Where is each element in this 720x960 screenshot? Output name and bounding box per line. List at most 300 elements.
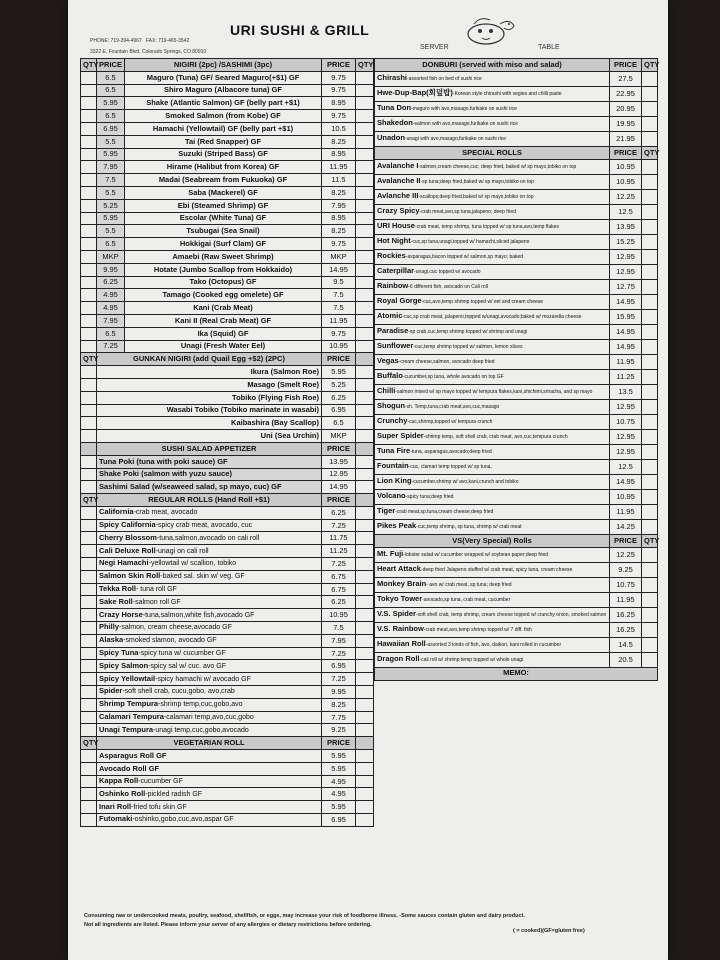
qty-cell[interactable] — [642, 653, 658, 668]
qty-cell[interactable] — [356, 263, 374, 276]
qty-cell[interactable] — [81, 468, 97, 481]
sashimi-price: 14.95 — [322, 263, 356, 276]
qty-cell[interactable] — [642, 265, 658, 280]
item-name: Tuna Don — [377, 103, 412, 113]
qty-cell[interactable] — [81, 455, 97, 468]
special-row — [375, 415, 658, 430]
price-header: PRICE — [97, 59, 125, 72]
item-name: Tekka Roll — [99, 584, 136, 594]
regular-row — [81, 609, 374, 622]
gunkan-row — [81, 430, 374, 443]
item-desc: -fried tofu skin GF — [131, 803, 187, 811]
qty-cell[interactable] — [81, 161, 97, 174]
vs-item — [375, 563, 610, 578]
vs-row — [375, 638, 658, 653]
special-row — [375, 505, 658, 520]
qty-header: QTY — [81, 59, 97, 72]
nigiri-row — [81, 148, 374, 161]
sashimi-price: 9.5 — [322, 276, 356, 289]
qty-cell[interactable] — [81, 110, 97, 123]
qty-cell[interactable] — [356, 378, 374, 391]
nigiri-item-name: Amaebi (Raw Sweet Shrimp) — [125, 250, 322, 263]
regular-price: 7.5 — [322, 622, 356, 635]
item-name: Hwe-Dup-Bap(회덮밥) — [377, 88, 453, 98]
qty-cell[interactable] — [81, 634, 97, 647]
qty-cell[interactable] — [356, 750, 374, 763]
qty-cell[interactable] — [642, 235, 658, 250]
qty-cell[interactable] — [356, 250, 374, 263]
donburi-item — [375, 132, 610, 147]
item-name: Ikura (Salmon Roe) — [250, 367, 319, 377]
qty-cell[interactable] — [81, 519, 97, 532]
qty-cell[interactable] — [356, 622, 374, 635]
legend-text: ( = cooked)(GF=gluten free) — [513, 928, 585, 934]
qty-cell[interactable] — [642, 430, 658, 445]
special-price: 14.95 — [610, 295, 642, 310]
nigiri-item-name: Ebi (Steamed Shrimp) GF — [125, 199, 322, 212]
special-item — [375, 490, 610, 505]
qty-cell[interactable] — [81, 97, 97, 110]
qty-cell[interactable] — [81, 506, 97, 519]
veg-row — [81, 814, 374, 827]
regular-price: 9.25 — [322, 724, 356, 737]
nigiri-price: 6.5 — [97, 238, 125, 251]
qty-cell[interactable] — [81, 186, 97, 199]
regular-item — [97, 570, 322, 583]
qty-cell[interactable] — [356, 724, 374, 737]
qty-cell[interactable] — [81, 122, 97, 135]
qty-cell[interactable] — [81, 276, 97, 289]
item-name: Buffalo — [377, 371, 403, 381]
qty-cell[interactable] — [356, 634, 374, 647]
sashimi-price: 11.95 — [322, 161, 356, 174]
nigiri-price: 7.5 — [97, 174, 125, 187]
qty-cell[interactable] — [81, 314, 97, 327]
qty-cell[interactable] — [642, 593, 658, 608]
special-price: 12.5 — [610, 205, 642, 220]
qty-cell[interactable] — [81, 762, 97, 775]
qty-cell[interactable] — [356, 660, 374, 673]
nigiri-item-name: Escolar (White Tuna) GF — [125, 212, 322, 225]
qty-cell[interactable] — [642, 160, 658, 175]
gunkan-title: GUNKAN NIGIRI (add Quail Egg +$2) (2PC) — [97, 353, 322, 366]
item-desc: -spicy hamachi w/ avocado GF — [155, 675, 251, 683]
item-desc: -oshinko,gobo,cuc,avo,aspar GF — [132, 816, 234, 824]
item-desc: -assorted 3 kinds of fish, avo, daikon, kani rolled in cucumber — [425, 642, 562, 649]
nigiri-item-name: Hotate (Jumbo Scallop from Hokkaido) — [125, 263, 322, 276]
sashimi-price: MKP — [322, 250, 356, 263]
qty-cell[interactable] — [642, 623, 658, 638]
qty-cell[interactable] — [642, 548, 658, 563]
special-item — [375, 220, 610, 235]
qty-cell[interactable] — [356, 174, 374, 187]
special-price: 12.95 — [610, 250, 642, 265]
vs-price: 20.5 — [610, 653, 642, 668]
qty-cell[interactable] — [642, 250, 658, 265]
qty-cell[interactable] — [81, 711, 97, 724]
item-name: Cherry Blossom — [99, 532, 157, 542]
qty-cell[interactable] — [81, 84, 97, 97]
qty-cell[interactable] — [356, 71, 374, 84]
item-desc: - avo w/ crab meat, sp tuna; deep fried — [426, 582, 512, 589]
item-name: Paradise — [377, 326, 409, 336]
qty-cell[interactable] — [642, 175, 658, 190]
qty-cell[interactable] — [81, 417, 97, 430]
nigiri-item-name: Unagi (Fresh Water Eel) — [125, 340, 322, 353]
salad-row — [81, 481, 374, 494]
vs-row — [375, 623, 658, 638]
gunkan-row — [81, 366, 374, 379]
qty-cell[interactable] — [356, 135, 374, 148]
regular-item — [97, 686, 322, 699]
qty-cell[interactable] — [81, 686, 97, 699]
item-name: Avalanche I — [377, 161, 419, 171]
qty-cell[interactable] — [81, 724, 97, 737]
item-name: Salmon Skin Roll — [99, 571, 161, 581]
special-item — [375, 430, 610, 445]
item-desc: -cuc,temp shrimp topped w/ salmon, lemon slices — [413, 344, 523, 351]
special-price: 14.95 — [610, 475, 642, 490]
qty-cell[interactable] — [356, 366, 374, 379]
qty-cell[interactable] — [356, 698, 374, 711]
qty-cell[interactable] — [356, 430, 374, 443]
qty-cell[interactable] — [81, 558, 97, 571]
sashimi-price: 8.25 — [322, 225, 356, 238]
regular-price: 11.25 — [322, 545, 356, 558]
qty-cell[interactable] — [81, 545, 97, 558]
regular-row — [81, 596, 374, 609]
vs-row — [375, 563, 658, 578]
nigiri-price: 6.5 — [97, 327, 125, 340]
qty-cell[interactable] — [356, 596, 374, 609]
qty-cell[interactable] — [356, 788, 374, 801]
qty-cell[interactable] — [356, 238, 374, 251]
regular-row — [81, 711, 374, 724]
sashimi-price: 11.95 — [322, 314, 356, 327]
address-text: 3322 E. Fountain Blvd, Colorado Springs, CO 80910 — [90, 49, 207, 55]
qty-cell[interactable] — [642, 72, 658, 87]
special-item — [375, 310, 610, 325]
qty-cell[interactable] — [356, 327, 374, 340]
qty-cell[interactable] — [356, 775, 374, 788]
special-row — [375, 355, 658, 370]
qty-cell[interactable] — [81, 404, 97, 417]
qty-cell[interactable] — [81, 583, 97, 596]
qty-cell[interactable] — [642, 475, 658, 490]
qty-cell[interactable] — [356, 148, 374, 161]
qty-cell[interactable] — [356, 455, 374, 468]
qty-cell[interactable] — [81, 238, 97, 251]
special-price: 12.95 — [610, 400, 642, 415]
qty-cell[interactable] — [642, 563, 658, 578]
salad-price: 14.95 — [322, 481, 356, 494]
nigiri-row — [81, 225, 374, 238]
qty-cell[interactable] — [642, 132, 658, 147]
qty-cell[interactable] — [81, 660, 97, 673]
qty-cell[interactable] — [81, 289, 97, 302]
qty-cell[interactable] — [81, 148, 97, 161]
vs-item — [375, 548, 610, 563]
qty-cell[interactable] — [356, 583, 374, 596]
donburi-row — [375, 102, 658, 117]
regular-row — [81, 519, 374, 532]
item-desc: -cucumber,shrimp w/ avo,kani,crunch and tobiko — [411, 479, 519, 486]
special-price: 11.95 — [610, 505, 642, 520]
gunkan-price: 5.95 — [322, 366, 356, 379]
item-desc: -cuc,temp shrimp, sp tuna, shrimp w/ crab meat — [416, 524, 522, 531]
item-desc: -spicy crab meat, avocado, cuc — [155, 522, 253, 530]
qty-cell[interactable] — [81, 250, 97, 263]
item-name: Hawaiian Roll — [377, 639, 426, 649]
veg-item — [97, 788, 322, 801]
qty-cell[interactable] — [81, 698, 97, 711]
qty-cell[interactable] — [356, 686, 374, 699]
item-desc: -spicy sal w/ cuc. avo GF — [148, 662, 226, 670]
qty-cell[interactable] — [81, 570, 97, 583]
price-header: PRICE — [322, 442, 356, 455]
qty-cell[interactable] — [356, 110, 374, 123]
item-desc: -6 different fish, avocado on Cali roll — [408, 284, 488, 291]
qty-cell[interactable] — [81, 135, 97, 148]
qty-cell[interactable] — [81, 212, 97, 225]
qty-cell[interactable] — [356, 417, 374, 430]
item-name: Caterpillar — [377, 266, 415, 276]
qty-cell[interactable] — [356, 276, 374, 289]
item-desc: -crab meat,avo,temp shrimp topped w/ 7 diff. fish — [423, 627, 532, 634]
qty-cell[interactable] — [356, 314, 374, 327]
veg-row — [81, 775, 374, 788]
qty-cell[interactable] — [356, 84, 374, 97]
qty-cell[interactable] — [356, 302, 374, 315]
vs-row — [375, 548, 658, 563]
qty-cell[interactable] — [642, 340, 658, 355]
qty-cell[interactable] — [642, 205, 658, 220]
qty-header: QTY — [642, 147, 658, 160]
sashimi-price: 7.5 — [322, 289, 356, 302]
item-desc: -unagi temp,cuc,gobo,avocado — [153, 726, 249, 734]
special-price: 10.75 — [610, 415, 642, 430]
qty-cell[interactable] — [356, 506, 374, 519]
qty-cell[interactable] — [642, 220, 658, 235]
qty-cell[interactable] — [642, 520, 658, 535]
qty-cell[interactable] — [356, 404, 374, 417]
qty-cell[interactable] — [642, 310, 658, 325]
qty-cell[interactable] — [356, 199, 374, 212]
qty-cell[interactable] — [356, 558, 374, 571]
qty-cell[interactable] — [642, 102, 658, 117]
item-desc: -cuc,avo,temp shrimp topped w/ eel and cream cheese — [421, 299, 544, 306]
price-header: PRICE — [322, 494, 356, 507]
qty-cell[interactable] — [356, 122, 374, 135]
qty-cell[interactable] — [356, 762, 374, 775]
item-desc: -crab meat,avo,sp tuna,jalapeno; deep fried — [419, 209, 516, 216]
qty-cell[interactable] — [81, 814, 97, 827]
regular-row — [81, 583, 374, 596]
item-name: V.S. Spider — [377, 609, 416, 619]
item-name: Tokyo Tower — [377, 594, 423, 604]
regular-item — [97, 634, 322, 647]
special-row — [375, 280, 658, 295]
qty-cell[interactable] — [81, 174, 97, 187]
qty-cell[interactable] — [642, 638, 658, 653]
qty-cell[interactable] — [356, 481, 374, 494]
regular-price: 10.95 — [322, 609, 356, 622]
sashimi-price: 8.25 — [322, 186, 356, 199]
vs-price: 16.25 — [610, 608, 642, 623]
qty-cell[interactable] — [81, 647, 97, 660]
qty-cell[interactable] — [81, 302, 97, 315]
qty-cell[interactable] — [356, 545, 374, 558]
regular-price: 7.95 — [322, 634, 356, 647]
nigiri-table — [80, 58, 374, 827]
donburi-item — [375, 87, 610, 102]
qty-cell[interactable] — [81, 340, 97, 353]
regular-row — [81, 545, 374, 558]
memo-box[interactable]: MEMO: — [375, 668, 658, 681]
qty-cell[interactable] — [642, 370, 658, 385]
qty-header — [356, 353, 374, 366]
qty-cell[interactable] — [81, 596, 97, 609]
qty-cell[interactable] — [356, 212, 374, 225]
gunkan-item — [97, 430, 322, 443]
qty-cell[interactable] — [642, 445, 658, 460]
qty-cell[interactable] — [356, 289, 374, 302]
special-price: 11.25 — [610, 370, 642, 385]
qty-cell[interactable] — [81, 750, 97, 763]
qty-cell[interactable] — [642, 325, 658, 340]
sashimi-price: 7.95 — [322, 199, 356, 212]
regular-row — [81, 532, 374, 545]
qty-cell[interactable] — [81, 366, 97, 379]
server-label: SERVER — [420, 44, 449, 51]
nigiri-row — [81, 71, 374, 84]
qty-cell[interactable] — [81, 775, 97, 788]
veg-item — [97, 801, 322, 814]
qty-cell[interactable] — [356, 97, 374, 110]
menu-sheet — [68, 0, 668, 960]
qty-cell[interactable] — [81, 788, 97, 801]
special-row — [375, 295, 658, 310]
qty-cell[interactable] — [642, 190, 658, 205]
item-name: Kappa Roll — [99, 776, 139, 786]
qty-cell[interactable] — [81, 327, 97, 340]
qty-cell[interactable] — [642, 608, 658, 623]
qty-cell[interactable] — [642, 280, 658, 295]
qty-cell[interactable] — [642, 505, 658, 520]
qty-cell[interactable] — [356, 647, 374, 660]
item-desc: -asparagus,bacon topped w/ salmon,sp mayo; baked — [405, 254, 524, 261]
price-header: PRICE — [610, 535, 642, 548]
nigiri-item-name: Suzuki (Striped Bass) GF — [125, 148, 322, 161]
vs-item — [375, 578, 610, 593]
regular-item — [97, 532, 322, 545]
donburi-row — [375, 72, 658, 87]
qty-cell[interactable] — [356, 532, 374, 545]
veg-row — [81, 788, 374, 801]
qty-header — [356, 442, 374, 455]
qty-cell[interactable] — [642, 400, 658, 415]
qty-cell[interactable] — [642, 117, 658, 132]
qty-cell[interactable] — [81, 430, 97, 443]
special-price: 12.75 — [610, 280, 642, 295]
qty-cell[interactable] — [356, 814, 374, 827]
gunkan-header — [81, 353, 374, 366]
qty-cell[interactable] — [356, 711, 374, 724]
qty-cell[interactable] — [642, 295, 658, 310]
qty-cell[interactable] — [642, 355, 658, 370]
item-desc: -crab meat, temp shrimp, tuna topped w/ sp tuna,avo,temp flakes — [414, 224, 559, 231]
qty-cell[interactable] — [81, 199, 97, 212]
qty-cell[interactable] — [81, 71, 97, 84]
qty-cell[interactable] — [356, 391, 374, 404]
qty-cell[interactable] — [81, 622, 97, 635]
qty-cell[interactable] — [642, 578, 658, 593]
qty-cell[interactable] — [81, 673, 97, 686]
qty-cell[interactable] — [642, 490, 658, 505]
nigiri-item-name: Hamachi (Yellowtail) GF (belly part +$1) — [125, 122, 322, 135]
qty-cell[interactable] — [642, 415, 658, 430]
nigiri-price: 5.95 — [97, 212, 125, 225]
veg-row — [81, 762, 374, 775]
qty-cell[interactable] — [356, 468, 374, 481]
qty-cell[interactable] — [642, 385, 658, 400]
special-row — [375, 340, 658, 355]
qty-cell[interactable] — [356, 609, 374, 622]
qty-cell[interactable] — [81, 481, 97, 494]
qty-cell[interactable] — [356, 340, 374, 353]
right-column — [374, 58, 658, 904]
nigiri-price: 7.95 — [97, 314, 125, 327]
qty-cell[interactable] — [81, 532, 97, 545]
item-name: Heart Attack — [377, 564, 421, 574]
qty-cell[interactable] — [81, 263, 97, 276]
qty-cell[interactable] — [356, 225, 374, 238]
qty-cell[interactable] — [81, 801, 97, 814]
qty-cell[interactable] — [356, 161, 374, 174]
item-name: Spicy Tuna — [99, 648, 139, 658]
qty-header: QTY — [81, 353, 97, 366]
qty-cell[interactable] — [356, 519, 374, 532]
vs-price: 10.75 — [610, 578, 642, 593]
qty-cell[interactable] — [642, 87, 658, 102]
nigiri-price: 4.95 — [97, 289, 125, 302]
price-header: PRICE — [322, 737, 356, 750]
regular-price: 6.75 — [322, 570, 356, 583]
qty-cell[interactable] — [356, 186, 374, 199]
regular-price: 7.25 — [322, 673, 356, 686]
disclaimer-line-1: Consuming raw or undercooked meats, poultry, seafood, shellfish, or eggs, may increase your risk of foodborne illness. -Some sauces contain gluten and dairy product. — [84, 913, 525, 919]
nigiri-price: 6.95 — [97, 122, 125, 135]
item-name: Royal Gorge — [377, 296, 422, 306]
qty-cell[interactable] — [81, 378, 97, 391]
qty-cell[interactable] — [356, 570, 374, 583]
qty-cell[interactable] — [642, 460, 658, 475]
sashimi-price: 8.95 — [322, 148, 356, 161]
special-row — [375, 325, 658, 340]
nigiri-price: MKP — [97, 250, 125, 263]
qty-cell[interactable] — [356, 801, 374, 814]
item-name: Atomic — [377, 311, 403, 321]
regular-item — [97, 698, 322, 711]
qty-cell[interactable] — [81, 391, 97, 404]
qty-cell[interactable] — [81, 225, 97, 238]
item-desc: - tuna roll GF — [135, 586, 177, 594]
qty-cell[interactable] — [356, 673, 374, 686]
nigiri-row — [81, 135, 374, 148]
regular-item — [97, 596, 322, 609]
qty-cell[interactable] — [81, 609, 97, 622]
price-header: PRICE — [322, 59, 356, 72]
